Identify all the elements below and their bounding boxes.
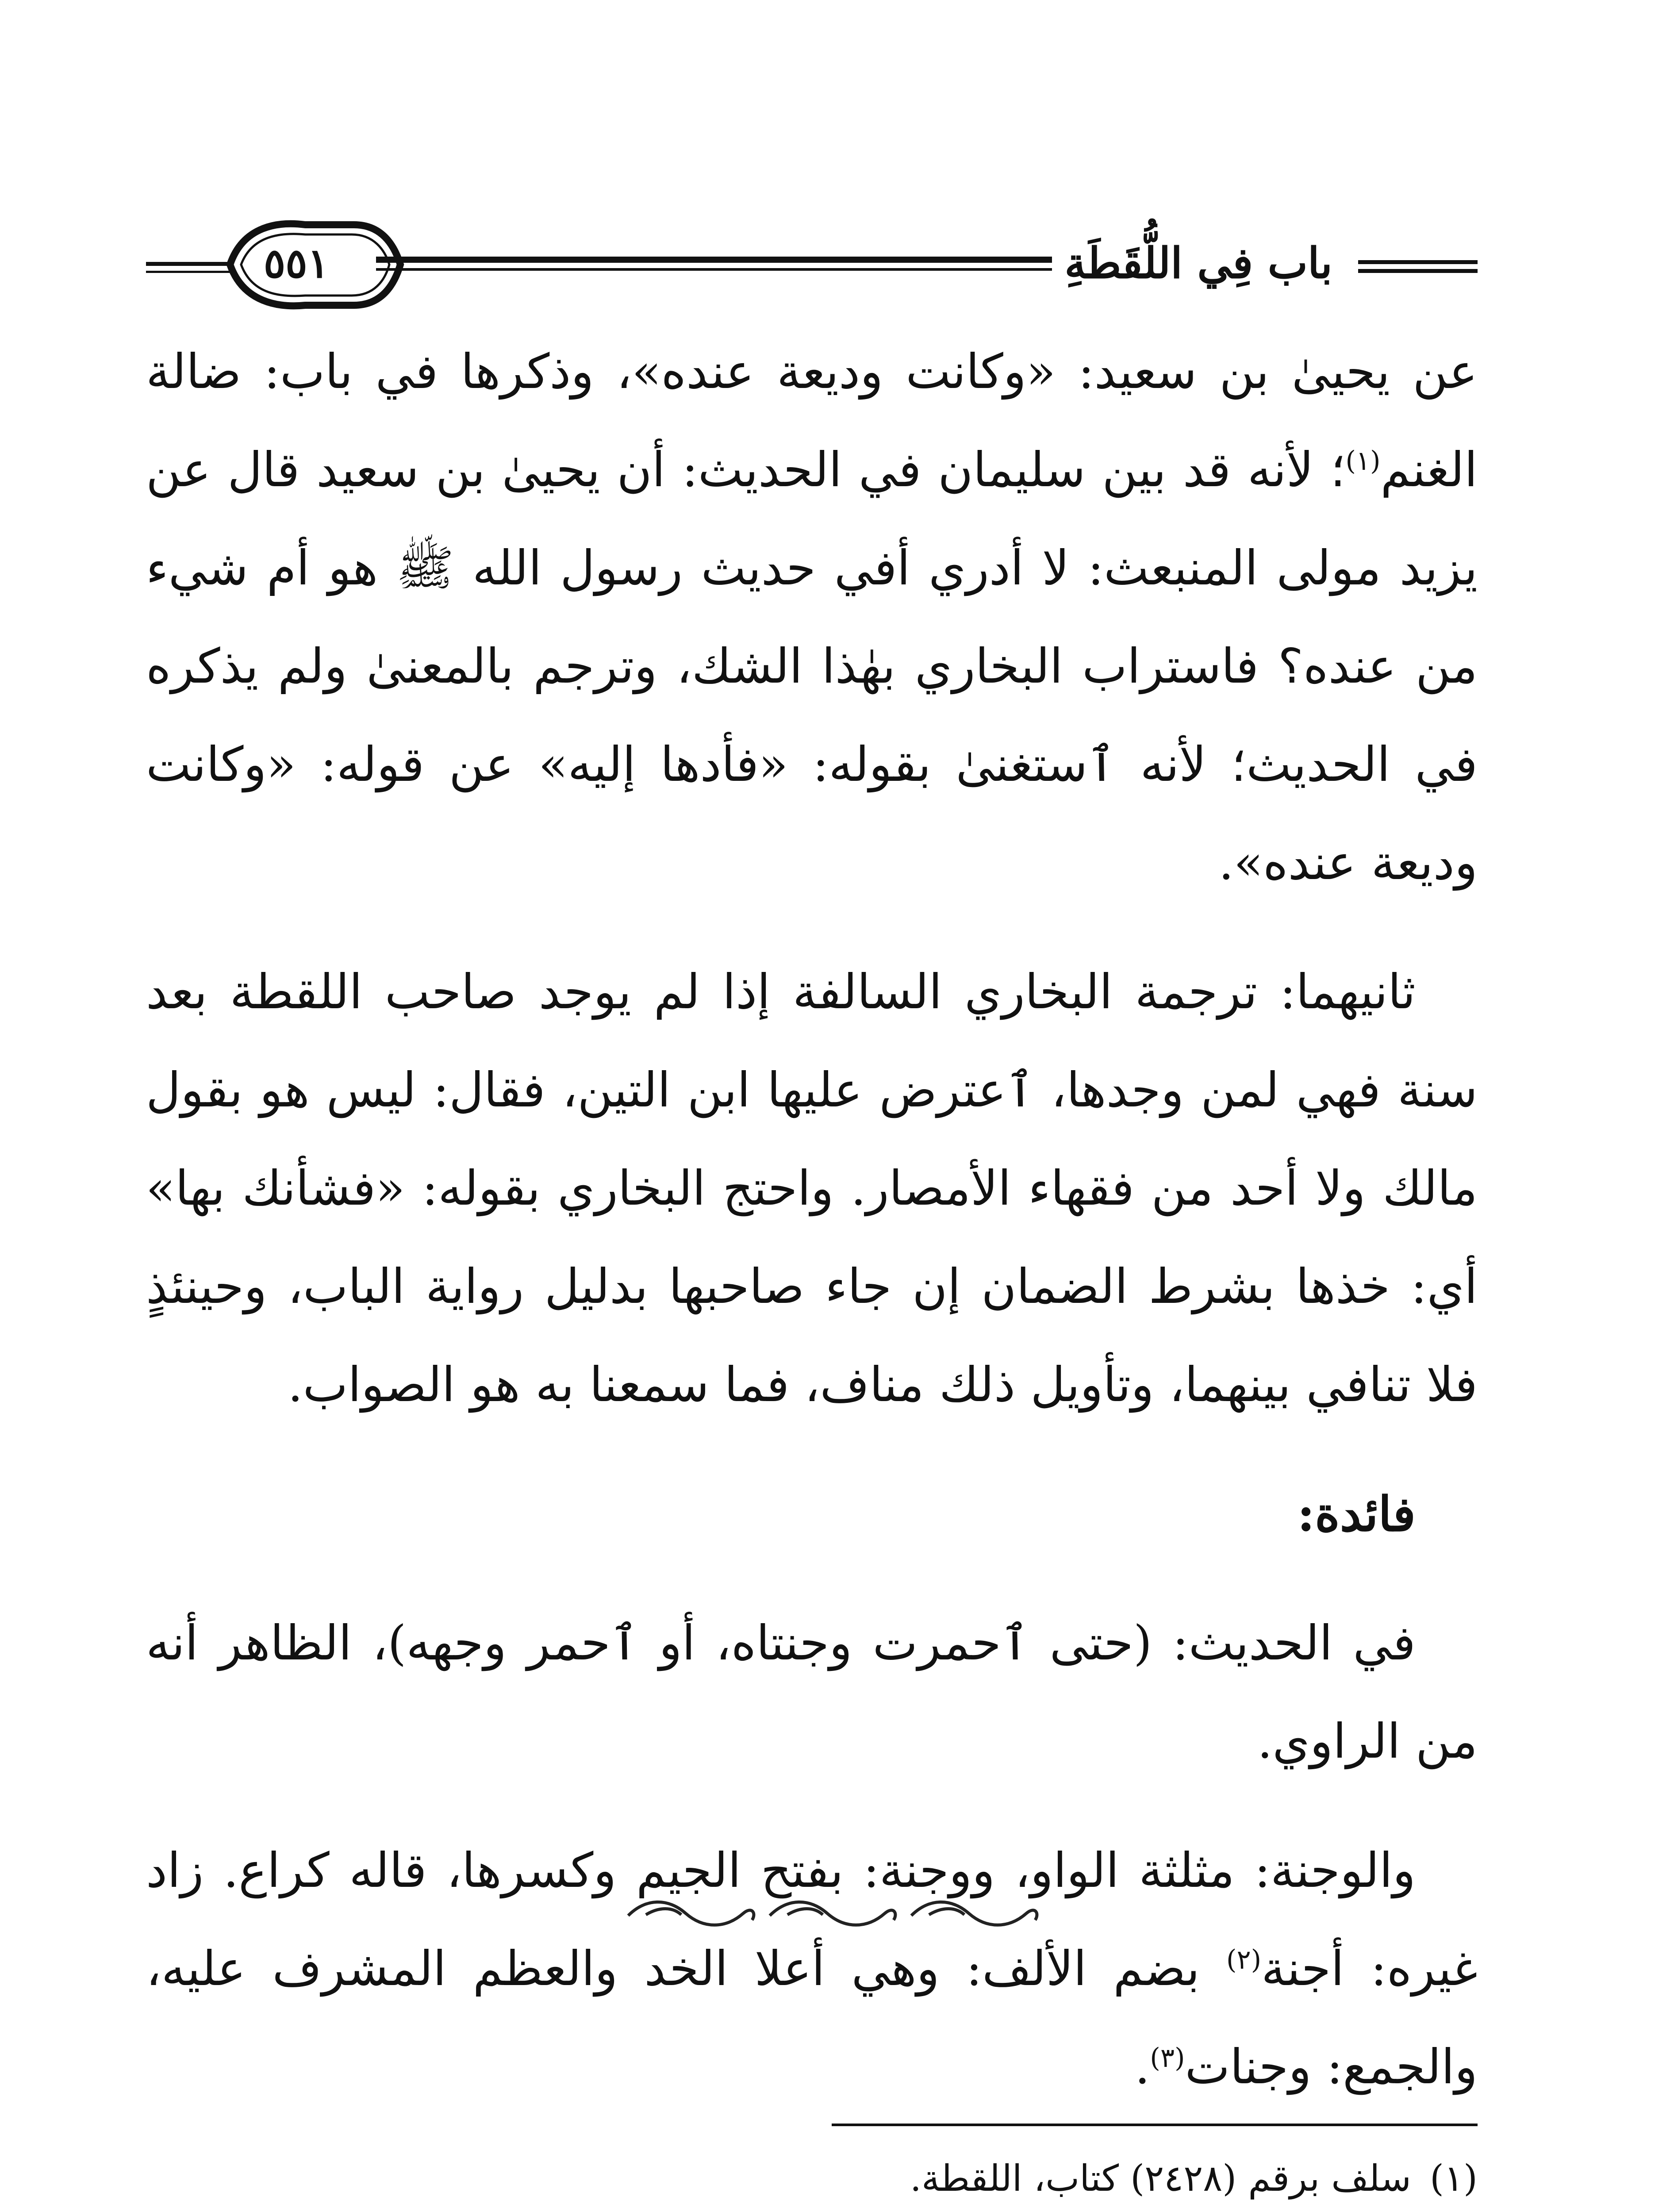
paragraph-1: عن يحيىٰ بن سعيد: «وكانت وديعة عنده»، وذكرها في باب: ضالة الغنم$^{(١)}$؛ لأنه قد بين سليمان في الحديث: أن يحيىٰ بن سعيد قال عن يزيد مولى المنبعث: لا أدري أفي حديث رسول الله ﷺ هو أم شيء من عنده؟ فاستراب البخاري بهٰذا الشك، وترجم بالمعنىٰ ولم يذكره في الحديث؛ لأنه ٱستغنىٰ بقوله: «فأدها إليه» عن قوله: «وكانت وديعة عنده». [146, 344, 1478, 891]
footnote-text: سلف برقم (٢٤٢٨) كتاب، اللقطة. [910, 2158, 1411, 2200]
footnote-number: (١) [1429, 2158, 1478, 2200]
footnote-ref-1: (١) [1345, 445, 1381, 476]
main-text [146, 323, 1478, 2147]
chapter-title: باب فِي اللُّقَطَةِ [1052, 234, 1345, 292]
running-header [146, 208, 1478, 323]
footnote-ref-2: (٢) [1226, 1944, 1262, 1975]
footnote-separator [832, 2124, 1478, 2126]
paragraph-2: ثانيهما: ترجمة البخاري السالفة إذا لم يوجد صاحب اللقطة بعد سنة فهي لمن وجدها، ٱعترض عليها ابن التين، فقال: ليس هو بقول مالك ولا أحد من فقهاء الأمصار. واحتج البخاري بقوله: «فشأنك بها» أي: خذها بشرط الضمان إن جاء صاحبها بدليل رواية الباب، وحينئذٍ فلا تنافي بينهما، وتأويل ذلك مناف، فما سمعنا به هو الصواب. [146, 964, 1478, 1413]
section-end-ornament [619, 1889, 1044, 1938]
paragraph-3: في الحديث: (حتى ٱحمرت وجنتاه، أو ٱحمر وجهه)، الظاهر أنه من الراوي. [146, 1616, 1478, 1769]
footnote-ref-3: (٣) [1150, 2043, 1185, 2074]
footnotes [146, 2148, 1478, 2212]
paragraph-4: والوجنة: مثلثة الواو، ووجنة: بفتح الجيم وكسرها، قاله كراع. زاد غيره: أجنة$^{(٢)}$ بضم الألف: وهي أعلا الخد والعظم المشرف عليه، والجمع: وجنات$^{(٣)}$. [146, 1843, 1478, 2095]
section-heading: فائدة: [1297, 1486, 1416, 1542]
page-number: ٥٥١ [263, 239, 330, 287]
footnote-1 [146, 2148, 1478, 2210]
